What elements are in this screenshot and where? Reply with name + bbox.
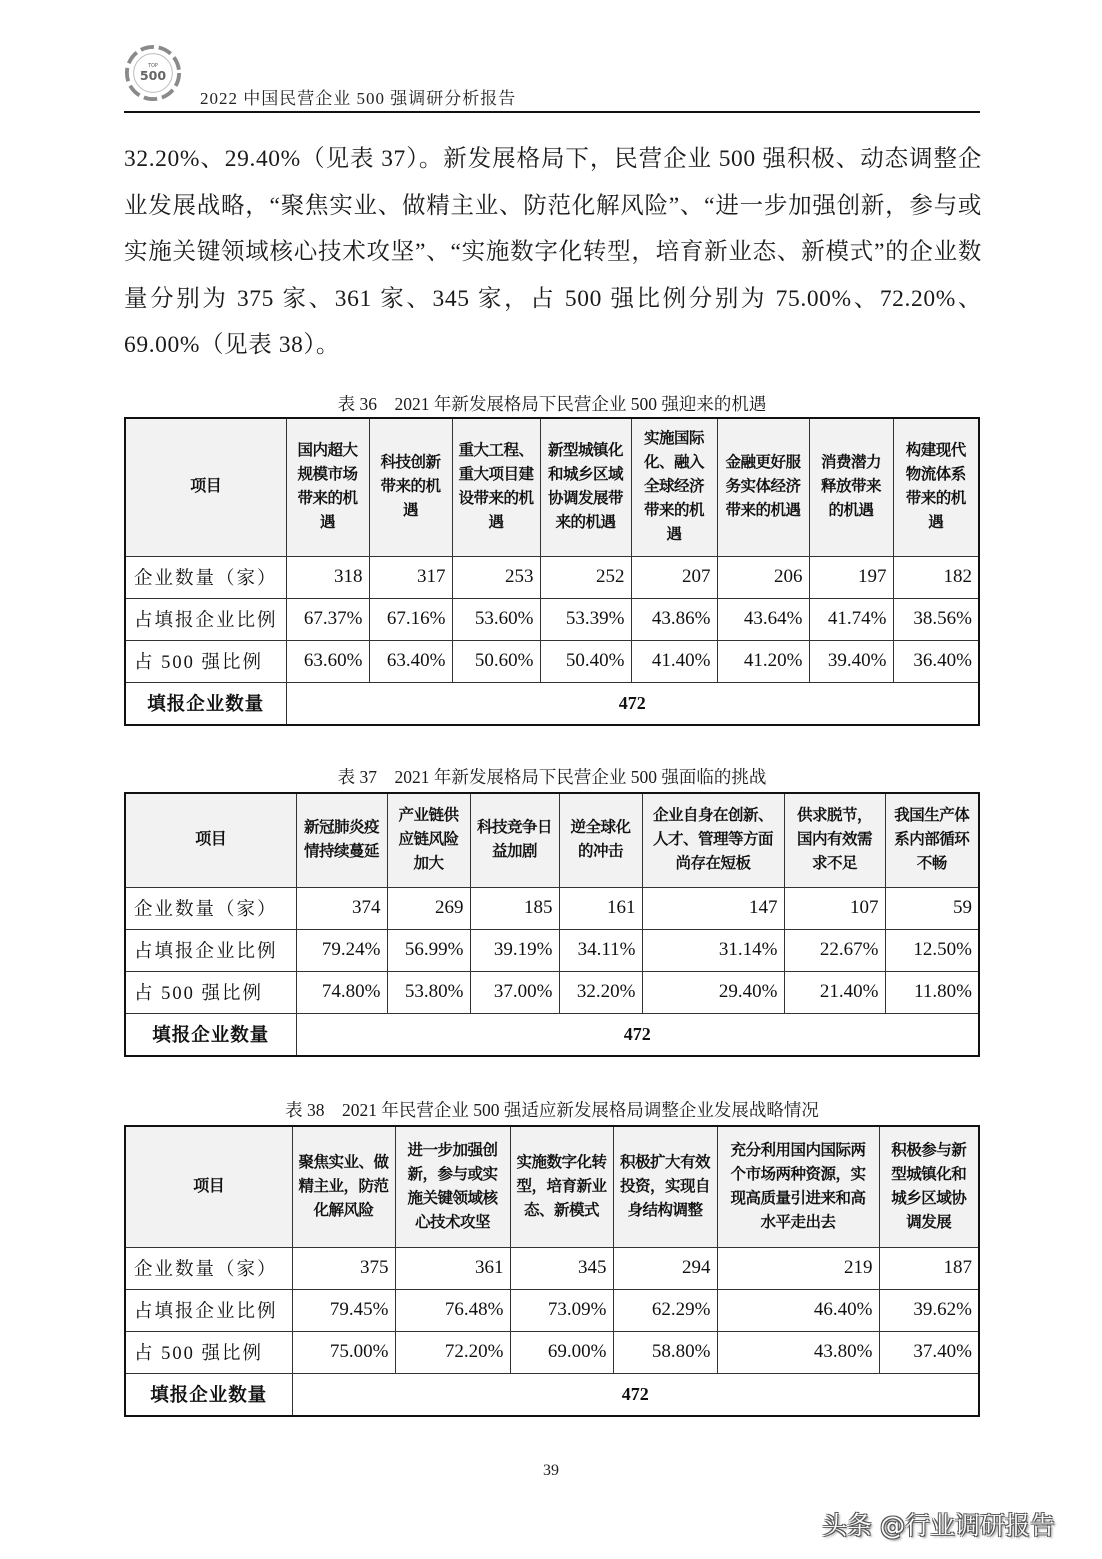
table-row [125,971,979,1013]
header-col: 金融更好服务实体经济带来的机遇 [717,418,809,556]
row-label: 占填报企业比例 [125,598,286,640]
cell: 185 [470,887,559,929]
cell: 67.16% [369,598,452,640]
table-38-caption: 表 38 2021 年民营企业 500 强适应新发展格局调整企业发展战略情况 [285,1100,819,1120]
page-header [124,40,980,114]
cell: 206 [717,556,809,598]
header-col: 新型城镇化和城乡区域协调发展带来的机遇 [540,418,631,556]
row-label: 占 500 强比例 [125,640,286,682]
header-col: 充分利用国内国际两个市场两种资源，实现高质量引进来和高水平走出去 [717,1126,879,1247]
header-col: 新冠肺炎疫情持续蔓延 [296,793,387,887]
table-row [125,1289,979,1331]
total-label: 填报企业数量 [125,1013,296,1056]
cell: 182 [893,556,979,598]
total-value: 472 [296,1013,979,1056]
cell: 41.40% [631,640,717,682]
table-total-row [125,1013,979,1056]
header-item: 项目 [125,418,286,556]
cell: 53.39% [540,598,631,640]
table-total-row [125,682,979,725]
header-col: 实施国际化、融入全球经济带来的机遇 [631,418,717,556]
table-38 [124,1125,980,1417]
header-col: 积极参与新型城镇化和城乡区域协调发展 [879,1126,979,1247]
cell: 252 [540,556,631,598]
cell: 39.40% [809,640,893,682]
cell: 317 [369,556,452,598]
table-total-row [125,1373,979,1416]
row-label: 占填报企业比例 [125,929,296,971]
cell: 63.40% [369,640,452,682]
cell: 318 [286,556,369,598]
cell: 12.50% [885,929,979,971]
cell: 31.14% [642,929,784,971]
cell: 53.80% [387,971,470,1013]
cell: 197 [809,556,893,598]
cell: 39.19% [470,929,559,971]
cell: 73.09% [510,1289,613,1331]
header-item: 项目 [125,1126,292,1247]
table-row [125,598,979,640]
table-header-row [125,418,979,556]
total-value: 472 [286,682,979,725]
header-col: 逆全球化的冲击 [559,793,642,887]
header-item: 项目 [125,793,296,887]
cell: 345 [510,1247,613,1289]
table-36-caption: 表 36 2021 年新发展格局下民营企业 500 强迎来的机遇 [337,394,767,414]
cell: 361 [395,1247,510,1289]
header-col: 供求脱节，国内有效需求不足 [784,793,885,887]
cell: 161 [559,887,642,929]
cell: 37.40% [879,1331,979,1373]
cell: 294 [613,1247,717,1289]
header-col: 重大工程、重大项目建设带来的机遇 [452,418,540,556]
paragraph-text: 32.20%、29.40%（见表 37）。新发展格局下，民营企业 500 强积极、动态调整企业发展战略，“聚焦实业、做精主业、防范化解风险”、“进一步加强创新，参与或实施关键领域核心技术攻坚”、“实施数字化转型，培育新业态、新模式”的企业数量分别为 375 家、361 家、345 家，占 500 强比例分别为 75.00%、72.20%、69.00%（见表 38）。 [124,146,982,358]
total-label: 填报企业数量 [125,682,286,725]
table-header-row [125,1126,979,1247]
cell: 76.48% [395,1289,510,1331]
cell: 41.74% [809,598,893,640]
cell: 219 [717,1247,879,1289]
cell: 32.20% [559,971,642,1013]
table-37 [124,792,980,1057]
table-36 [124,417,980,726]
cell: 43.64% [717,598,809,640]
row-label: 占 500 强比例 [125,971,296,1013]
cell: 59 [885,887,979,929]
cell: 58.80% [613,1331,717,1373]
cell: 67.37% [286,598,369,640]
cell: 79.24% [296,929,387,971]
cell: 374 [296,887,387,929]
cell: 107 [784,887,885,929]
cell: 11.80% [885,971,979,1013]
report-title: 2022 中国民营企业 500 强调研分析报告 [200,89,517,108]
page-number: 39 [543,1462,559,1479]
cell: 207 [631,556,717,598]
table-row [125,640,979,682]
header-col: 企业自身在创新、人才、管理等方面尚存在短板 [642,793,784,887]
header-col: 科技竞争日益加剧 [470,793,559,887]
cell: 79.45% [292,1289,395,1331]
cell: 75.00% [292,1331,395,1373]
header-col: 构建现代物流体系带来的机遇 [893,418,979,556]
row-label: 占 500 强比例 [125,1331,292,1373]
header-col: 聚焦实业、做精主业，防范化解风险 [292,1126,395,1247]
row-label: 企业数量（家） [125,887,296,929]
header-divider [124,111,980,113]
table-row [125,887,979,929]
cell: 46.40% [717,1289,879,1331]
cell: 37.00% [470,971,559,1013]
row-label: 占填报企业比例 [125,1289,292,1331]
cell: 39.62% [879,1289,979,1331]
body-paragraph [124,136,982,369]
cell: 74.80% [296,971,387,1013]
cell: 43.80% [717,1331,879,1373]
header-col: 消费潜力释放带来的机遇 [809,418,893,556]
cell: 253 [452,556,540,598]
header-col: 积极扩大有效投资，实现自身结构调整 [613,1126,717,1247]
cell: 375 [292,1247,395,1289]
cell: 187 [879,1247,979,1289]
header-col: 国内超大规模市场带来的机遇 [286,418,369,556]
row-label: 企业数量（家） [125,556,286,598]
cell: 22.67% [784,929,885,971]
header-col: 进一步加强创新，参与或实施关键领域核心技术攻坚 [395,1126,510,1247]
cell: 21.40% [784,971,885,1013]
cell: 62.29% [613,1289,717,1331]
table-row [125,929,979,971]
cell: 269 [387,887,470,929]
row-label: 企业数量（家） [125,1247,292,1289]
header-col: 我国生产体系内部循环不畅 [885,793,979,887]
table-header-row [125,793,979,887]
table-row [125,556,979,598]
table-row [125,1331,979,1373]
header-col: 实施数字化转型，培育新业态、新模式 [510,1126,613,1247]
cell: 69.00% [510,1331,613,1373]
total-label: 填报企业数量 [125,1373,292,1416]
cell: 56.99% [387,929,470,971]
cell: 38.56% [893,598,979,640]
cell: 41.20% [717,640,809,682]
cell: 72.20% [395,1331,510,1373]
header-col: 产业链供应链风险加大 [387,793,470,887]
cell: 29.40% [642,971,784,1013]
cell: 43.86% [631,598,717,640]
cell: 53.60% [452,598,540,640]
cell: 147 [642,887,784,929]
watermark: 头条 @行业调研报告 [822,1511,1055,1540]
cell: 50.60% [452,640,540,682]
cell: 63.60% [286,640,369,682]
svg-text:TOP: TOP [148,64,158,70]
top500-logo-icon [124,44,182,102]
table-row [125,1247,979,1289]
cell: 50.40% [540,640,631,682]
svg-text:500: 500 [139,67,167,83]
table-37-caption: 表 37 2021 年新发展格局下民营企业 500 强面临的挑战 [337,767,767,787]
header-col: 科技创新带来的机遇 [369,418,452,556]
cell: 34.11% [559,929,642,971]
total-value: 472 [292,1373,979,1416]
cell: 36.40% [893,640,979,682]
